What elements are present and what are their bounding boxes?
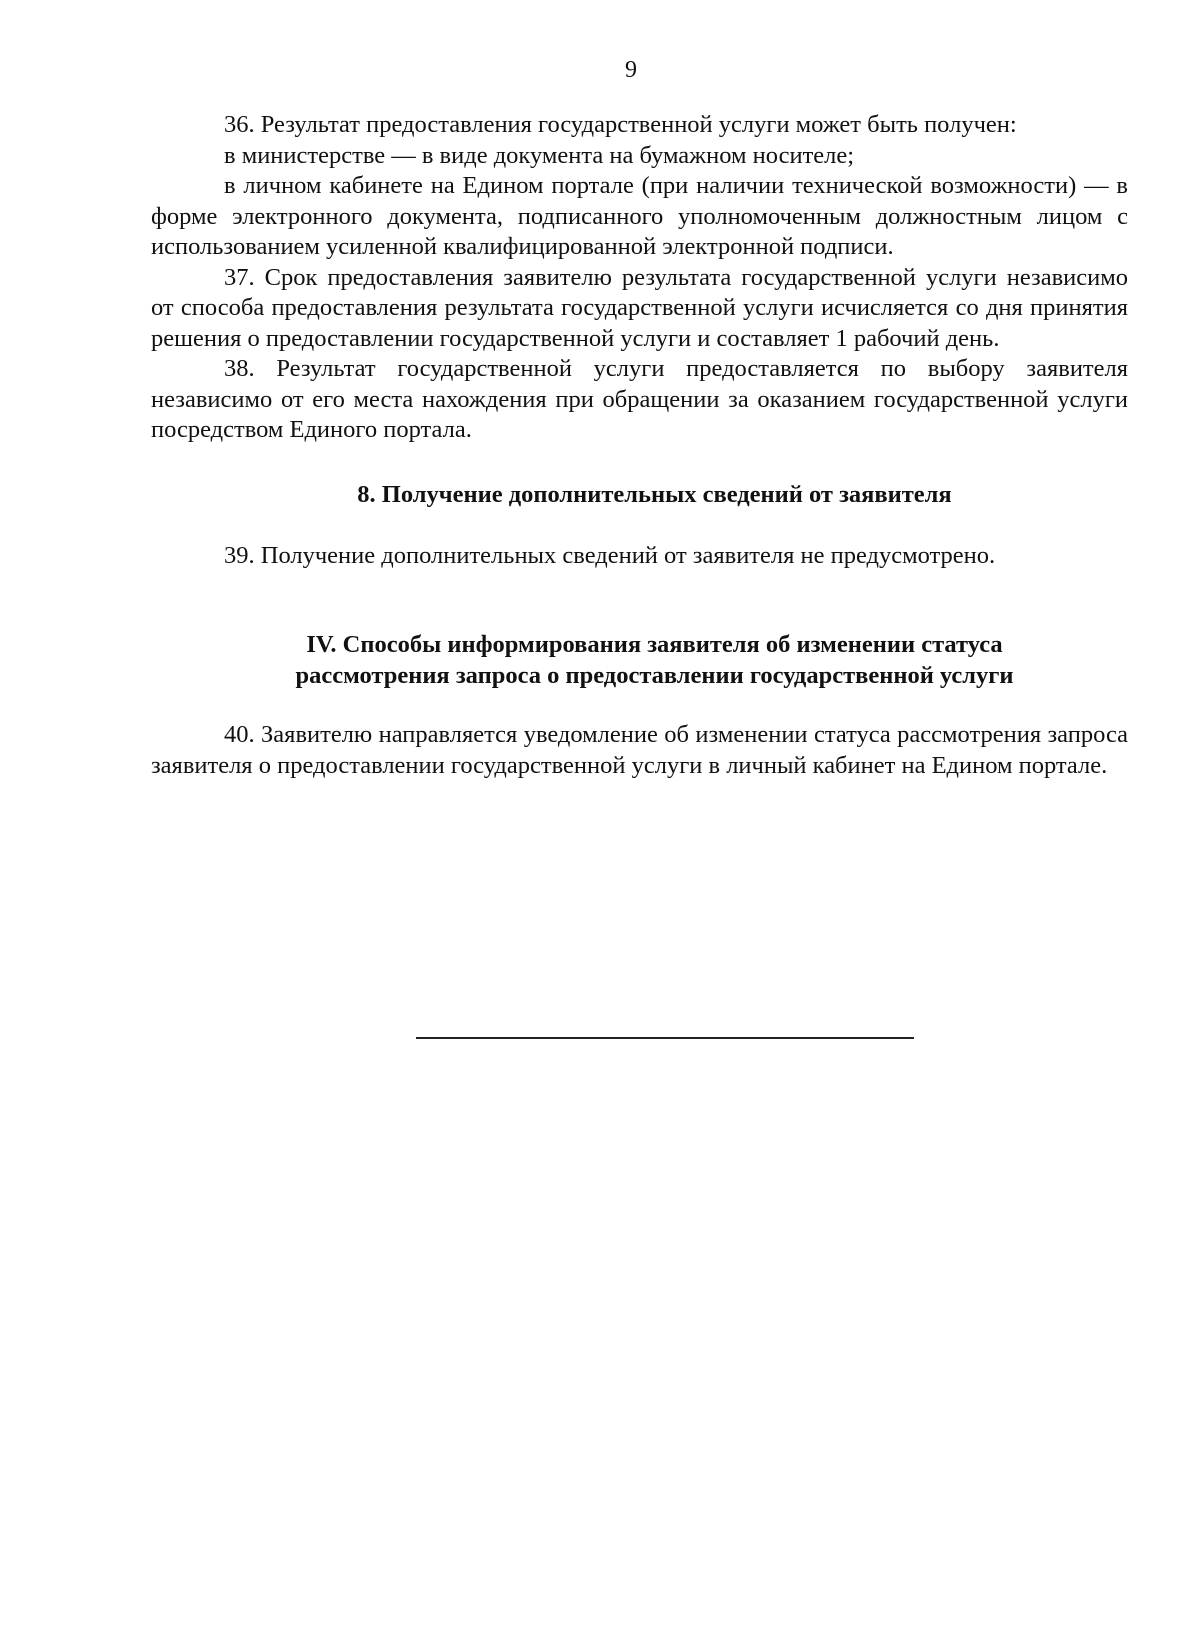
section-iv-heading-line1: IV. Способы информирования заявителя об изменении статуса xyxy=(306,631,1003,658)
paragraph-36-portal: в личном кабинете на Едином портале (при наличии технической возможности) — в форме электронного документа, подписанного уполномоченным должностным лицом с использованием усиленной квалифицированной электронной подписи. xyxy=(151,172,1128,260)
page-number: 9 xyxy=(625,57,637,83)
section-iv-heading-wrap xyxy=(151,629,1128,691)
section-8-heading: 8. Получение дополнительных сведений от заявителя xyxy=(357,480,952,508)
paragraph-40: 40. Заявителю направляется уведомление об изменении статуса рассмотрения запроса заявителя о предоставлении государственной услуги в личный кабинет на Едином портале. xyxy=(151,721,1128,779)
paragraph-39: 39. Получение дополнительных сведений от заявителя не предусмотрено. xyxy=(224,541,996,569)
end-rule xyxy=(416,1037,914,1039)
section-8-heading-wrap xyxy=(151,479,1128,510)
document-body xyxy=(151,110,1128,781)
paragraph-36: 36. Результат предоставления государственной услуги может быть получен: xyxy=(224,111,1017,138)
paragraph-36-ministry: в министерстве — в виде документа на бумажном носителе; xyxy=(224,141,855,169)
section-iv-heading-line2: рассмотрения запроса о предоставлении государственной услуги xyxy=(295,662,1014,689)
paragraph-37: 37. Срок предоставления заявителю результата государственной услуги независимо от способа предоставления результата государственной услуги исчисляется со дня принятия решения о предоставлении государственной услуги и составляет 1 рабочий день. xyxy=(151,263,1128,352)
paragraph-38: 38. Результат государственной услуги предоставляется по выбору заявителя независимо от его места нахождения при обращении за оказанием государственной услуги посредством Единого портала. xyxy=(151,355,1128,443)
